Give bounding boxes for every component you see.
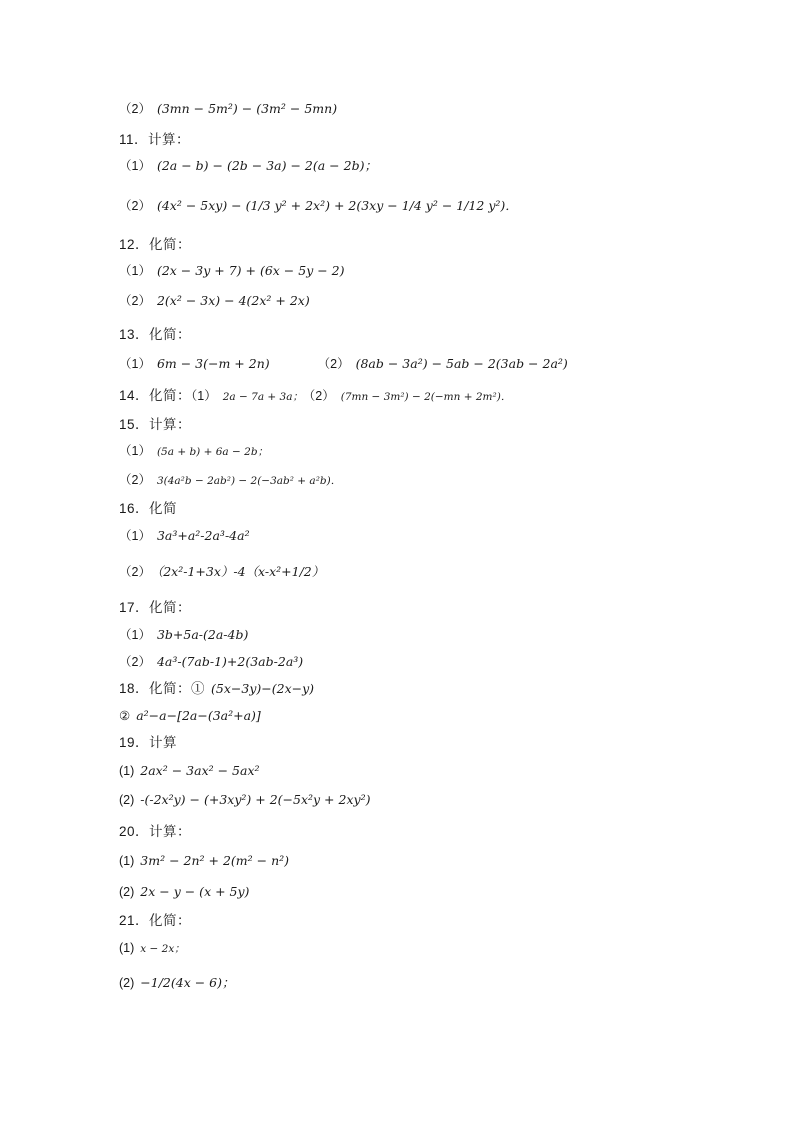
problem-14: 14．化简：（1） 2a − 7a + 3a； （2） (7mn − 3m²) − 2(−mn + 2m²)． bbox=[119, 388, 512, 403]
problem-13-parts: （1） 6m − 3(−m + 2n) （2） (8ab − 3a²) − 5ab − 2(3ab − 2a²) bbox=[119, 356, 568, 371]
problem-20-part-1: (1) 3m² − 2n² + 2(m² − n²) bbox=[119, 853, 290, 868]
problem-19-part-1: (1) 2ax² − 3ax² − 5ax² bbox=[119, 763, 260, 778]
problem-20-part-2: (2) 2x − y − (x + 5y) bbox=[119, 884, 250, 899]
problem-18-part-1: 18．化简：① (5x−3y)−(2x−y) bbox=[119, 681, 315, 696]
problem-12-part-1: （1） (2x − 3y + 7) + (6x − 5y − 2) bbox=[119, 263, 345, 278]
problem-21-heading: 21．化简： bbox=[119, 913, 192, 928]
problem-15-part-2: （2） 3(4a²b − 2ab²) − 2(−3ab² + a²b)． bbox=[119, 473, 342, 487]
problem-17-part-1: （1） 3b+5a-(2a-4b) bbox=[119, 627, 249, 642]
problem-12-heading: 12．化简： bbox=[119, 237, 192, 252]
problem-16-heading: 16．化简 bbox=[119, 501, 178, 516]
problem-15-part-1: （1） (5a + b) + 6a − 2b； bbox=[119, 444, 269, 458]
problem-11-heading: 11．计算： bbox=[119, 132, 191, 147]
problem-19-heading: 19．计算 bbox=[119, 735, 178, 750]
problem-16-part-1: （1） 3a³+a²-2a³-4a² bbox=[119, 528, 250, 543]
problem-11-part-1: （1） (2a − b) − (2b − 3a) − 2(a − 2b)； bbox=[119, 158, 377, 173]
problem-18-part-2: ② a²−a−[2a−(3a²+a)] bbox=[119, 708, 261, 723]
problem-10-part-2: （2） (3mn − 5m²) − (3m² − 5mn) bbox=[119, 101, 338, 116]
problem-17-part-2: （2） 4a³-(7ab-1)+2(3ab-2a³) bbox=[119, 654, 304, 669]
problem-15-heading: 15．计算： bbox=[119, 417, 192, 432]
problem-11-part-2: （2） (4x² − 5xy) − (1/3 y² + 2x²) + 2(3xy − 1/4 y² − 1/12 y²)． bbox=[119, 198, 518, 213]
problem-21-part-2: (2) −1/2(4x − 6)； bbox=[119, 975, 235, 990]
problem-13-heading: 13．化简： bbox=[119, 327, 192, 342]
problem-21-part-1: (1) x − 2x； bbox=[119, 941, 185, 955]
problem-19-part-2: (2) -(-2x²y) − (+3xy²) + 2(−5x²y + 2xy²) bbox=[119, 792, 371, 807]
problem-16-part-2: （2） （2x²-1+3x）-4（x-x²+1/2） bbox=[119, 564, 325, 579]
problem-12-part-2: （2） 2(x² − 3x) − 4(2x² + 2x) bbox=[119, 293, 310, 308]
problem-20-heading: 20．计算： bbox=[119, 824, 192, 839]
problem-17-heading: 17．化简： bbox=[119, 600, 192, 615]
